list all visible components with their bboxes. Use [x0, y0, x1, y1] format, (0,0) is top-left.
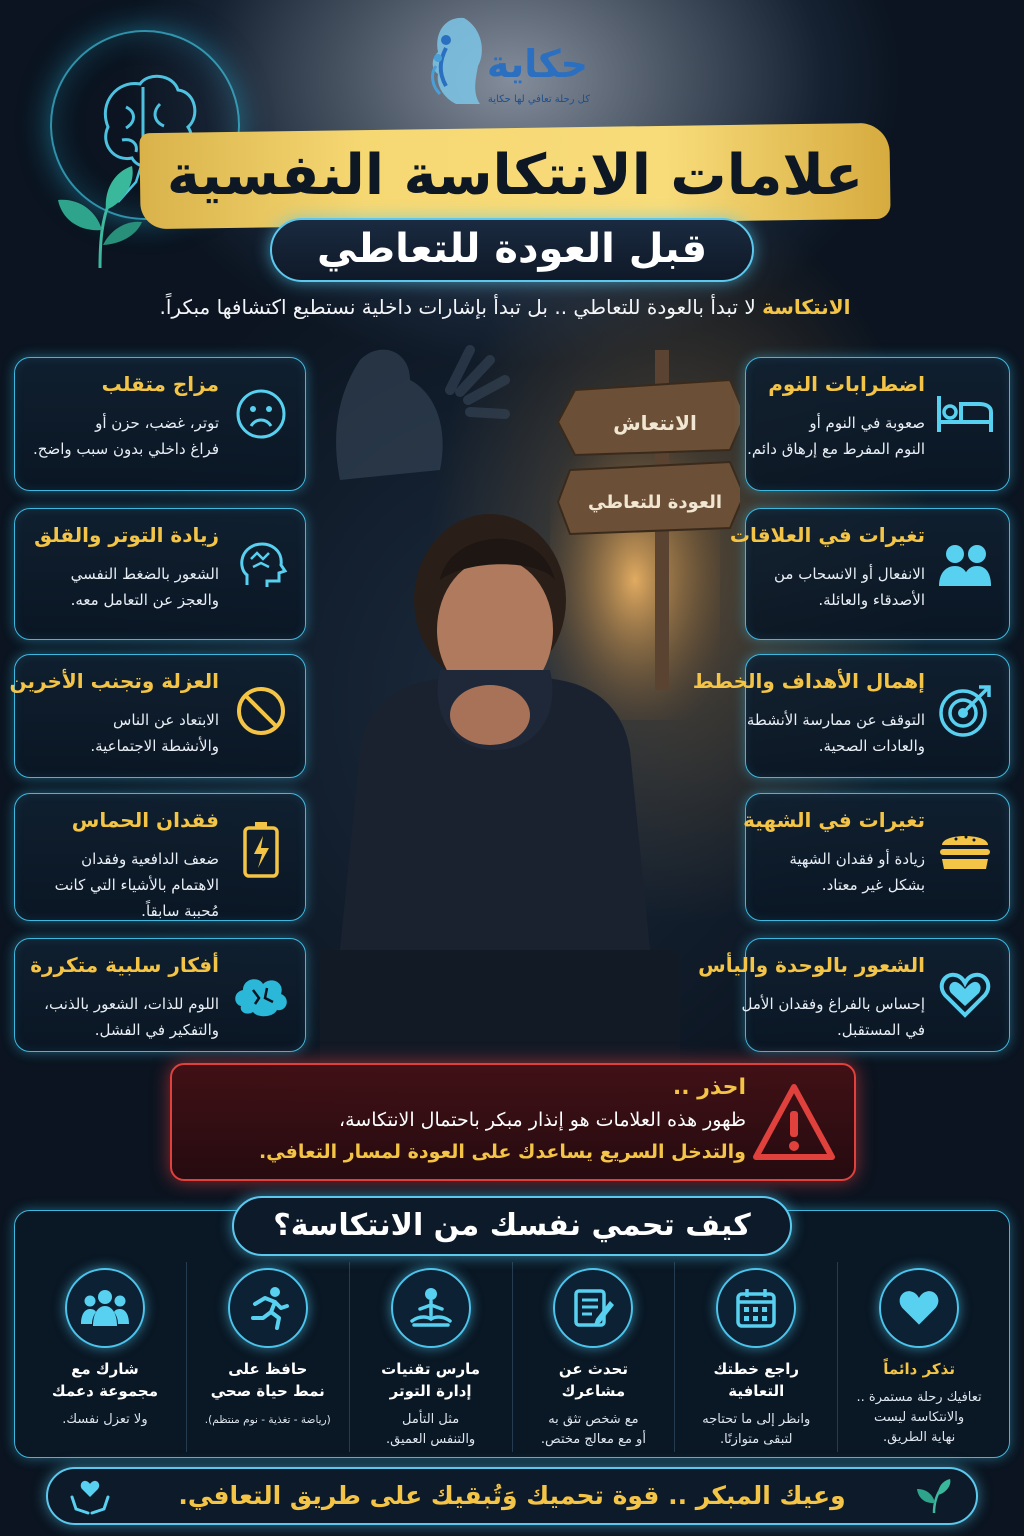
card-sleep-disorders [745, 357, 1010, 491]
card-title: أفكار سلبية متكررة [30, 953, 219, 977]
card-negative-thoughts [14, 938, 306, 1052]
card-appetite-changes [745, 793, 1010, 921]
group-icon [65, 1268, 145, 1348]
card-neglecting-goals [692, 654, 1010, 778]
target-icon [935, 681, 995, 741]
tip-desc: وانظر إلى ما تحتاجه لتبقى متوازنًا. [702, 1412, 811, 1447]
warning-triangle-icon [752, 1081, 836, 1165]
brand-logo [410, 10, 610, 110]
brain-cloud-icon [231, 965, 291, 1025]
card-mood-swings [14, 357, 306, 491]
tip-manage-stress [349, 1262, 512, 1452]
leaf-icon [914, 1479, 954, 1515]
hands-heart-icon [70, 1479, 110, 1515]
notepad-icon [553, 1268, 633, 1348]
card-stress-anxiety [14, 508, 306, 640]
tip-desc: ولا تعزل نفسك. [62, 1412, 148, 1427]
heart-icon [935, 965, 995, 1025]
sad-face-icon [231, 384, 291, 444]
warning-line-1: ظهور هذه العلامات هو إنذار مبكر باحتمال الانتكاسة، [338, 1109, 746, 1131]
card-title: العزلة وتجنب الأخرين [9, 669, 219, 693]
footer-text: وعيك المبكر .. قوة تحميك وَتُبقيك على طريق التعافي. [178, 1481, 846, 1510]
page-subtitle: قبل العودة للتعاطي [270, 218, 754, 282]
protect-title: كيف تحمي نفسك من الانتكاسة؟ [232, 1196, 792, 1256]
heart-icon [879, 1268, 959, 1348]
card-desc: إحساس بالفراغ وفقدان الأمل في المستقبل. [741, 995, 925, 1039]
card-title: زيادة التوتر والقلق [34, 523, 219, 547]
central-illustration [300, 330, 740, 1070]
bed-icon [935, 384, 995, 444]
card-desc: اللوم للذات، الشعور بالذنب، والتفكير في الفشل. [44, 995, 219, 1039]
low-battery-icon [231, 820, 291, 880]
card-desc: التوقف عن ممارسة الأنشطة والعادات الصحية. [746, 711, 925, 755]
protect-tips [24, 1262, 1000, 1452]
calendar-icon [716, 1268, 796, 1348]
card-desc: الانفعال أو الانسحاب من الأصدقاء والعائلة. [773, 565, 925, 609]
card-title: الشعور بالوحدة واليأس [698, 953, 925, 977]
tip-desc: مع شخص تثق به أو مع معالج مختص. [540, 1412, 646, 1447]
meditation-icon [391, 1268, 471, 1348]
intro-text: الانتكاسة لا تبدأ بالعودة للتعاطي .. بل تبدأ بإشارات داخلية نستطيع اكتشافها مبكراً. [159, 295, 851, 319]
card-title: تغيرات في الشهية [743, 808, 925, 832]
card-title: فقدان الحماس [71, 808, 219, 832]
card-title: إهمال الأهداف والخطط [692, 669, 925, 693]
tip-title: تذكر دائماً [883, 1360, 955, 1378]
tip-desc: تعافيك رحلة مستمرة .. والانتكاسة ليست نهاية الطريق. [856, 1390, 982, 1445]
tip-desc: (رياضة - تغذية - نوم منتظم). [204, 1414, 331, 1426]
card-loneliness-despair [698, 938, 1010, 1052]
tip-title: شارك مع مجموعة دعمك [51, 1360, 158, 1400]
card-desc: زيادة أو فقدان الشهية بشكل غير معتاد. [789, 850, 925, 894]
card-title: اضطرابات النوم [768, 372, 925, 396]
runner-icon [228, 1268, 308, 1348]
brand-name: حكاية [486, 42, 588, 86]
tip-support-group [24, 1262, 186, 1452]
warning-line-2: والتدخل السريع يساعدك على العودة لمسار التعافي. [258, 1141, 746, 1163]
tip-review-plan [674, 1262, 837, 1452]
people-icon [935, 535, 995, 595]
card-desc: الشعور بالضغط النفسي والعجز عن التعامل معه. [70, 565, 219, 609]
tip-title: حافظ على نمط حياة صحي [210, 1360, 325, 1400]
no-entry-icon [231, 681, 291, 741]
card-desc: توتر، غضب، حزن أو فراغ داخلي بدون سبب واضح. [33, 414, 219, 458]
tip-title: راجع خطتك التعافية [713, 1360, 800, 1400]
tip-healthy-lifestyle [186, 1262, 349, 1452]
card-desc: صعوبة في النوم أو النوم المفرط مع إرهاق دائم. [747, 414, 925, 458]
stressed-head-icon [231, 535, 291, 595]
page-title: علامات الانتكاسة النفسية [166, 143, 864, 208]
card-title: مزاج متقلب [101, 372, 219, 396]
tip-title: مارس تقنيات إدارة التوتر [381, 1360, 481, 1400]
burger-icon [935, 820, 995, 880]
card-desc: الابتعاد عن الناس والأنشطة الاجتماعية. [90, 711, 219, 755]
card-desc: ضعف الدافعية وفقدان الاهتمام بالأشياء التي كانت مُحببة سابقاً. [54, 850, 219, 920]
brand-tagline: كل رحلة تعافي لها حكاية [487, 94, 590, 105]
card-relationship-changes [729, 508, 1010, 640]
card-isolation [9, 654, 306, 778]
footer-banner [46, 1467, 978, 1525]
card-title: تغيرات في العلاقات [729, 523, 925, 547]
card-loss-of-enthusiasm [14, 793, 306, 921]
sign-relapse: العودة للتعاطي [587, 492, 723, 513]
tip-remember [837, 1262, 1000, 1452]
sign-recovery: الانتعاش [613, 411, 697, 435]
warning-box [170, 1063, 856, 1181]
tip-title: تحدث عن مشاعرك [558, 1360, 628, 1400]
tip-desc: مثل التأمل والتنفس العميق. [385, 1412, 476, 1447]
tip-talk-feelings [512, 1262, 675, 1452]
warning-title: احذر .. [672, 1075, 746, 1100]
logo-head-icon [416, 12, 488, 108]
